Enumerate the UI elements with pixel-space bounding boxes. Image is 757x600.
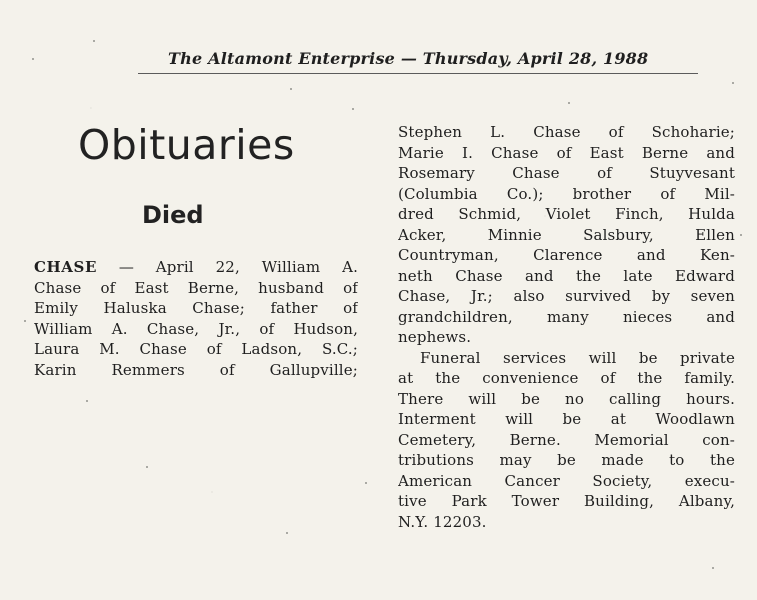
- obituary-line: Interment will be at Woodlawn: [398, 410, 735, 428]
- print-speck: [146, 466, 148, 468]
- obituary-line: Stephen L. Chase of Schoharie;: [398, 123, 735, 141]
- obituary-right-column: [398, 122, 735, 532]
- obituary-line: American Cancer Society, execu-: [398, 471, 735, 490]
- obituary-line: dred Schmid, Violet Finch, Hulda: [398, 205, 735, 223]
- obituary-line: Chase, Jr.; also survived by seven: [398, 287, 735, 305]
- obituary-line: tributions may be made to the: [398, 451, 735, 469]
- obituary-line: nephews.: [398, 328, 472, 346]
- print-speck: [740, 234, 742, 236]
- obituary-line: Chase of East Berne, husband of: [34, 278, 358, 297]
- print-speck: [568, 102, 570, 104]
- obituary-line: William A. Chase, Jr., of Hudson,: [34, 319, 358, 338]
- obituary-line: tive Park Tower Building, Albany,: [398, 492, 735, 510]
- obituary-line: There will be no calling hours.: [398, 389, 735, 408]
- obituary-line: Rosemary Chase of Stuyvesant: [398, 164, 735, 182]
- obituary-line: neth Chase and the late Edward: [398, 266, 735, 285]
- print-speck: [712, 567, 714, 569]
- print-speck: [352, 108, 354, 110]
- header-rule: [138, 73, 698, 74]
- obituary-line: Countryman, Clarence and Ken-: [398, 246, 735, 264]
- obituary-line: Emily Haluska Chase; father of: [34, 299, 358, 317]
- print-speck: [290, 88, 292, 90]
- print-speck: [732, 82, 734, 84]
- obituary-line: (Columbia Co.); brother of Mil-: [398, 184, 735, 203]
- obituary-line: Funeral services will be private: [420, 348, 735, 367]
- print-speck: [86, 400, 88, 402]
- obituary-line: Marie I. Chase of East Berne and: [398, 143, 735, 162]
- died-heading: Died: [142, 201, 204, 229]
- obituary-line-text: — April 22, William A.: [97, 258, 358, 276]
- page-title: Obituaries: [78, 121, 295, 169]
- print-speck: [365, 482, 367, 484]
- print-speck: [286, 532, 288, 534]
- obituary-line: [34, 257, 358, 278]
- print-speck: [93, 40, 95, 42]
- obituary-line: at the convenience of the family.: [398, 369, 735, 387]
- obituary-line: Karin Remmers of Gallupville;: [34, 360, 358, 379]
- obituary-surname: CHASE: [34, 258, 98, 276]
- obituary-line: Laura M. Chase of Ladson, S.C.;: [34, 340, 358, 358]
- obituary-left-column: [34, 257, 358, 380]
- obituary-line: N.Y. 12203.: [398, 512, 487, 531]
- obituary-line: grandchildren, many nieces and: [398, 307, 735, 326]
- obituary-line: Cemetery, Berne. Memorial con-: [398, 430, 735, 449]
- newspaper-header: The Altamont Enterprise — Thursday, April 28, 1988: [168, 49, 649, 68]
- print-speck: [32, 58, 34, 60]
- print-speck: [24, 320, 26, 322]
- obituary-line: Acker, Minnie Salsbury, Ellen: [398, 225, 735, 244]
